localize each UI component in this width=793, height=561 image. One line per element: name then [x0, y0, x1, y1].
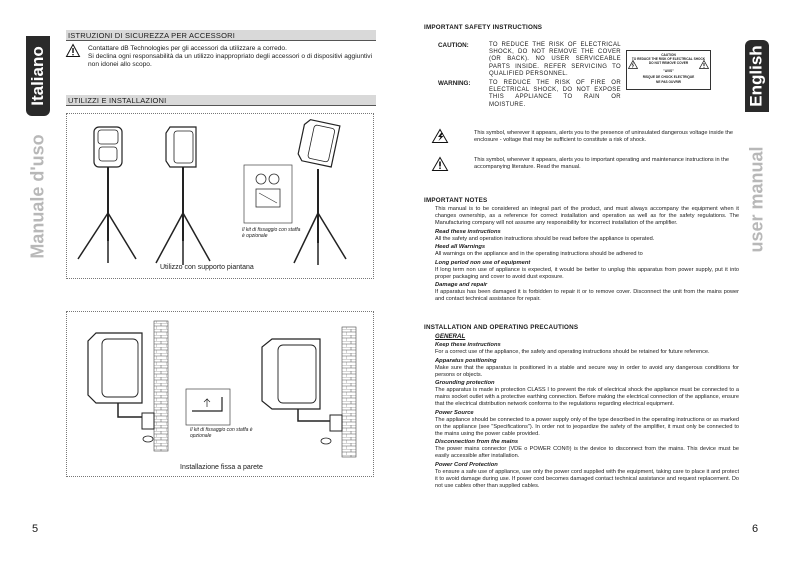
cbox-line-2: TO REDUCE THE RISK OF ELECTRICAL SHOCK	[631, 57, 706, 61]
page-number: 6	[752, 523, 759, 535]
install-header: INSTALLATION AND OPERATING PRECAUTIONS	[424, 324, 579, 331]
right-page	[396, 0, 793, 561]
symbol-excl-text: This symbol, wherever it appears, alerts you to important operating and maintenance instructions in the accompanying literature. Read the manual.	[474, 157, 729, 170]
kit-caption-bottom: Il kit di fissaggio con staffa è opzionale	[190, 427, 253, 439]
notes-header: IMPORTANT NOTES	[424, 197, 488, 204]
note-body: All warnings on the appliance and in the operating instructions should be adhered to	[435, 251, 643, 257]
wall-caption: Installazione fissa a parete	[180, 464, 263, 471]
cbox-exclamation-icon	[699, 60, 709, 69]
stand-illustration	[66, 113, 374, 279]
wall-mount-illustration	[66, 311, 374, 477]
kit-caption-top: Il kit di fissaggio con staffa è opzionale	[242, 227, 301, 239]
cbox-line-5: RISQUE DE CHOCK ELECTRIQUE	[642, 75, 695, 79]
install-title: Disconnection from the mains	[435, 439, 519, 445]
note-title: Damage and repair	[435, 282, 488, 288]
uses-header: UTILIZZI E INSTALLAZIONI	[66, 95, 376, 106]
caution-label: CAUTION:	[438, 42, 469, 49]
install-body: To ensure a safe use of appliance, use only the power cord supplied with the equipment, taking care to place it and protect it to avoid damage during use. If power cord becomes damaged contact technical assistance and request replacement. Do not use cables other than supplied cables.	[435, 468, 739, 489]
safety-text-2: Si declina ogni responsabilità da un utilizzo inappropriato degli accessori o di dispositivi aggiuntivi non idonei allo scopo.	[88, 53, 373, 69]
install-body: The apparatus is made in protection CLASS I to prevent the risk of electrical shock the appliance must be connected to a mains socket outlet with a protective earthing connection. Before making the electrical connection of the appliance, ensure that the electrical distribution network conforms to the regulations regarding electrical equipment.	[435, 387, 739, 407]
safety-text-1: Contattare dB Technologies per gli accessori da utilizzare a corredo.	[88, 45, 287, 52]
stand-caption: Utilizzo con supporto piantana	[160, 264, 254, 271]
manual-tab-label: user manual	[746, 145, 767, 253]
language-tab	[26, 36, 50, 116]
left-page	[0, 0, 396, 561]
caution-label-box	[626, 50, 711, 90]
manual-tab-label: Manuale d'uso	[27, 133, 48, 259]
safety-header: ISTRUZIONI DI SICUREZZA PER ACCESSORI	[66, 30, 376, 41]
install-title: Keep these instructions	[435, 342, 501, 348]
cbox-line-4: "AVIS"	[663, 69, 674, 73]
symbol-bolt-text: This symbol, wherever it appears, alerts you to the presence of uninsulated dangerous voltage inside the enclosure - voltage that may be sufficient to constitute a risk of shock.	[474, 130, 734, 143]
exclamation-triangle-icon	[432, 157, 448, 171]
caution-text: TO REDUCE THE RISK OF ELECTRICAL SHOCK, DO NOT REMOVE THE COVER (OR BACK). NO USER SERVICEABLE PARTS INSIDE. REFER SERVICING TO QUALIFIED PERSONNEL.	[489, 42, 621, 77]
warning-label: WARNING:	[438, 80, 471, 87]
notes-section	[435, 206, 739, 305]
language-tab-label: Italiano	[28, 46, 48, 106]
note-body: If long term non use of appliance is expected, it would be better to unplug this apparatus from power supply, put it into proper packaging and cover to avoid dust exposure.	[435, 266, 739, 280]
install-body: The power mains connector (VDE o POWER CON®) is the device to disconnect from the mains. This device must be easily accessible after installation.	[435, 446, 739, 459]
cbox-bolt-icon	[628, 60, 638, 69]
install-section	[435, 333, 739, 491]
notes-intro: This manual is to be considered an integral part of the product, and must always accompany the equipment when it changes ownership, as a reference for correct installation and operation as well as for the safety regulations. The Manufacturing company will not assume any responsibility for incorrect installation of the amplifier.	[435, 206, 739, 226]
general-label: GENERAL	[435, 333, 466, 340]
note-body: All the safety and operation instructions should be read before the appliance is operated.	[435, 235, 655, 242]
language-tab	[745, 40, 769, 112]
install-title: Apparatus positioning	[435, 357, 497, 364]
page-number: 5	[32, 523, 39, 535]
install-body: Make sure that the apparatus is positioned in a stable and secure way in order to avoid any dangerous conditions for persons or objects.	[435, 364, 739, 378]
install-title: Grounding protection	[435, 380, 495, 386]
install-body: For a correct use of the appliance, the safety and operating instructions should be retained for future reference.	[435, 349, 710, 355]
manual-tab	[745, 124, 769, 274]
cbox-line-1: CAUTION	[661, 53, 676, 57]
note-body: If apparatus has been damaged it is forbidden to repair it or to remove cover. Disconnect the unit from the mains power and contact technical assistance for repair.	[435, 289, 739, 302]
note-title: Read these instructions	[435, 228, 501, 235]
cbox-line-6: NE PAS OUVRIR	[656, 80, 681, 84]
install-body: The appliance should be connected to a power supply only of the type described in the operating instructions or as marked on the appliance (see "Specifications"). In order not to jeopardize the safety of the amplifier, it must only be connected to the mains using the power cable provided.	[435, 416, 739, 437]
warning-triangle-icon	[66, 44, 80, 57]
note-title: Long period non use of equipment	[435, 259, 531, 266]
install-title: Power Cord Protection	[435, 461, 498, 468]
cbox-line-3: DO NOT REMOVE COVER	[648, 61, 689, 65]
ist-header: IMPORTANT SAFETY INSTRUCTIONS	[424, 24, 543, 31]
note-title: Heed all Warnings	[435, 244, 486, 250]
warning-text: TO REDUCE THE RISK OF FIRE OR ELECTRICAL SHOCK, DO NOT EXPOSE THIS APPLIANCE TO RAIN OR MOISTURE.	[489, 80, 621, 108]
voltage-bolt-icon	[432, 129, 448, 143]
manual-tab	[26, 126, 50, 266]
install-title: Power Source	[435, 409, 474, 416]
language-tab-label: English	[747, 45, 766, 107]
